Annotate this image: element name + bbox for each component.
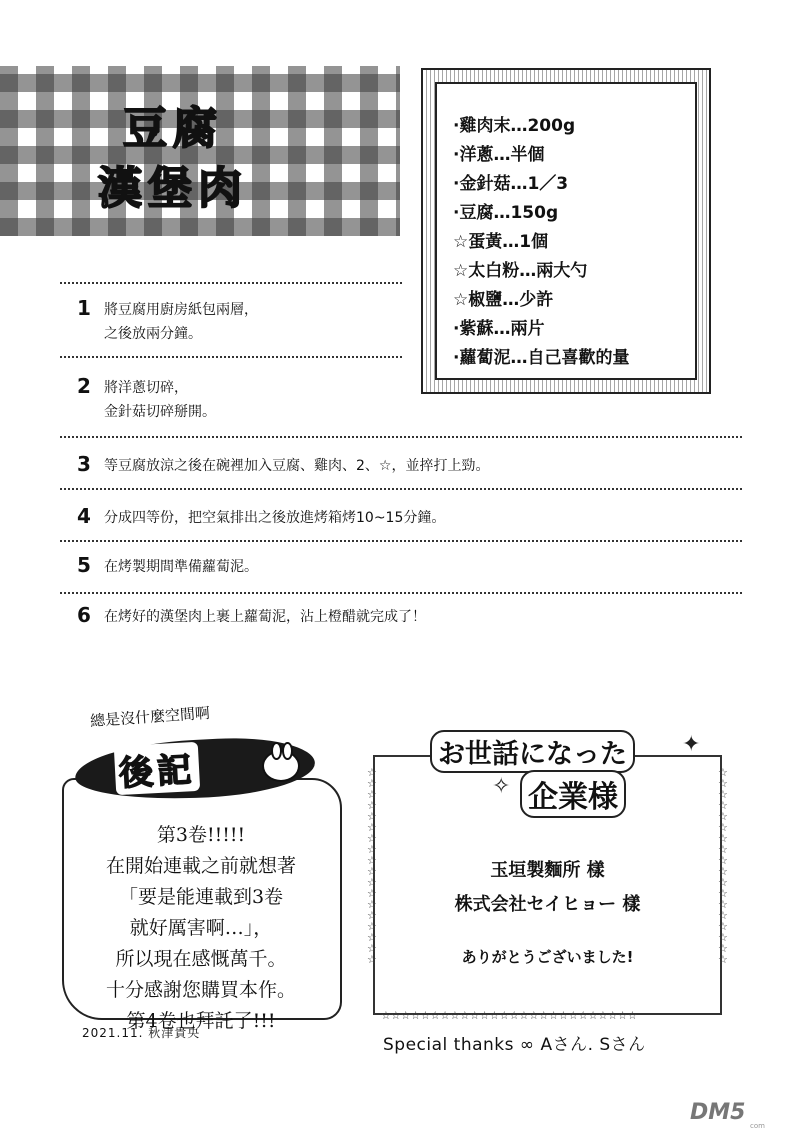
afterword-title: 後記: [114, 742, 200, 795]
step-text: 將洋蔥切碎， 金針菇切碎掰開。: [104, 380, 216, 420]
ingredient-item: ·金針菇…1／3: [453, 174, 569, 194]
ingredient-item: ☆椒鹽…少許: [453, 290, 554, 310]
afterword-signature: 2021.11. 秋津貴央: [82, 1026, 201, 1040]
step-number: 1: [77, 296, 91, 320]
watermark-sub: com: [750, 1122, 765, 1130]
step-number: 3: [77, 452, 91, 476]
bunny-icon: [262, 750, 300, 782]
ingredient-item: ·洋蔥…半個: [453, 145, 545, 165]
ingredient-item: ·豆腐…150g: [453, 203, 559, 223]
ingredients-list: [453, 112, 629, 373]
step-text: 將豆腐用廚房紙包兩層， 之後放兩分鐘。: [104, 302, 258, 342]
step-divider: [60, 356, 402, 358]
step-number: 5: [77, 553, 91, 577]
sparkle-icon: ✦: [682, 732, 701, 757]
step-divider: [60, 592, 742, 594]
step-divider: [60, 436, 742, 438]
ingredients-box: [421, 68, 711, 394]
star-border-right-icon: ☆☆☆☆☆☆☆☆☆☆☆☆☆☆☆☆☆☆: [718, 766, 728, 966]
step-text: 在烤好的漢堡肉上裹上蘿蔔泥，沾上橙醋就完成了！: [104, 609, 426, 625]
step-text: 在烤製期間準備蘿蔔泥。: [104, 559, 258, 575]
afterword-body: 第3卷!!!!! 在開始連載之前就想著 「要是能連載到3卷 就好厲害啊…」， 所以現在感慨萬千。 十分感謝您購買本作。 第4卷也拜託了!!!: [105, 824, 296, 1032]
step-number: 2: [77, 374, 91, 398]
star-border-left-icon: ☆☆☆☆☆☆☆☆☆☆☆☆☆☆☆☆☆☆: [367, 766, 377, 966]
step-number: 6: [77, 603, 91, 627]
ingredient-item: ·紫蘇…兩片: [453, 319, 545, 339]
recipe-title: [88, 88, 258, 218]
step-number: 4: [77, 504, 91, 528]
star-border-bottom-icon: ☆☆☆☆☆☆☆☆☆☆☆☆☆☆☆☆☆☆☆☆☆☆☆☆☆☆: [381, 1009, 638, 1022]
step-text: 分成四等份，把空氣排出之後放進烤箱烤10~15分鐘。: [104, 510, 446, 526]
ingredient-item: ·雞肉末…200g: [453, 116, 576, 136]
watermark-logo: DM5: [690, 1100, 746, 1125]
ingredient-item: ☆太白粉…兩大勺: [453, 261, 588, 281]
step-divider: [60, 540, 742, 542]
thanks-message: ありがとうございました!: [461, 948, 634, 966]
step-text: 等豆腐放涼之後在碗裡加入豆腐、雞肉、2、☆，並捽打上勁。: [104, 458, 490, 474]
step-divider: [60, 282, 402, 284]
thanks-heading2: 企業様: [520, 770, 626, 818]
afterword-caption: 總是沒什麼空間啊: [89, 703, 211, 731]
company-name-2: 株式会社セイヒョー 樣: [454, 894, 641, 915]
ingredient-item: ·蘿蔔泥…自己喜歡的量: [453, 348, 630, 368]
recipe-title-line1: 豆腐: [123, 103, 223, 154]
sparkle-icon: ✧: [492, 774, 511, 799]
special-thanks: Special thanks ∞ Aさん. Sさん: [383, 1035, 646, 1055]
recipe-title-line2: 漢堡肉: [98, 163, 248, 214]
ingredient-item: ☆蛋黃…1個: [453, 232, 549, 252]
step-divider: [60, 488, 742, 490]
ingredients-inner: [435, 82, 697, 380]
thanks-heading1: お世話になった: [430, 730, 635, 773]
company-name-1: 玉垣製麵所 樣: [490, 860, 605, 881]
